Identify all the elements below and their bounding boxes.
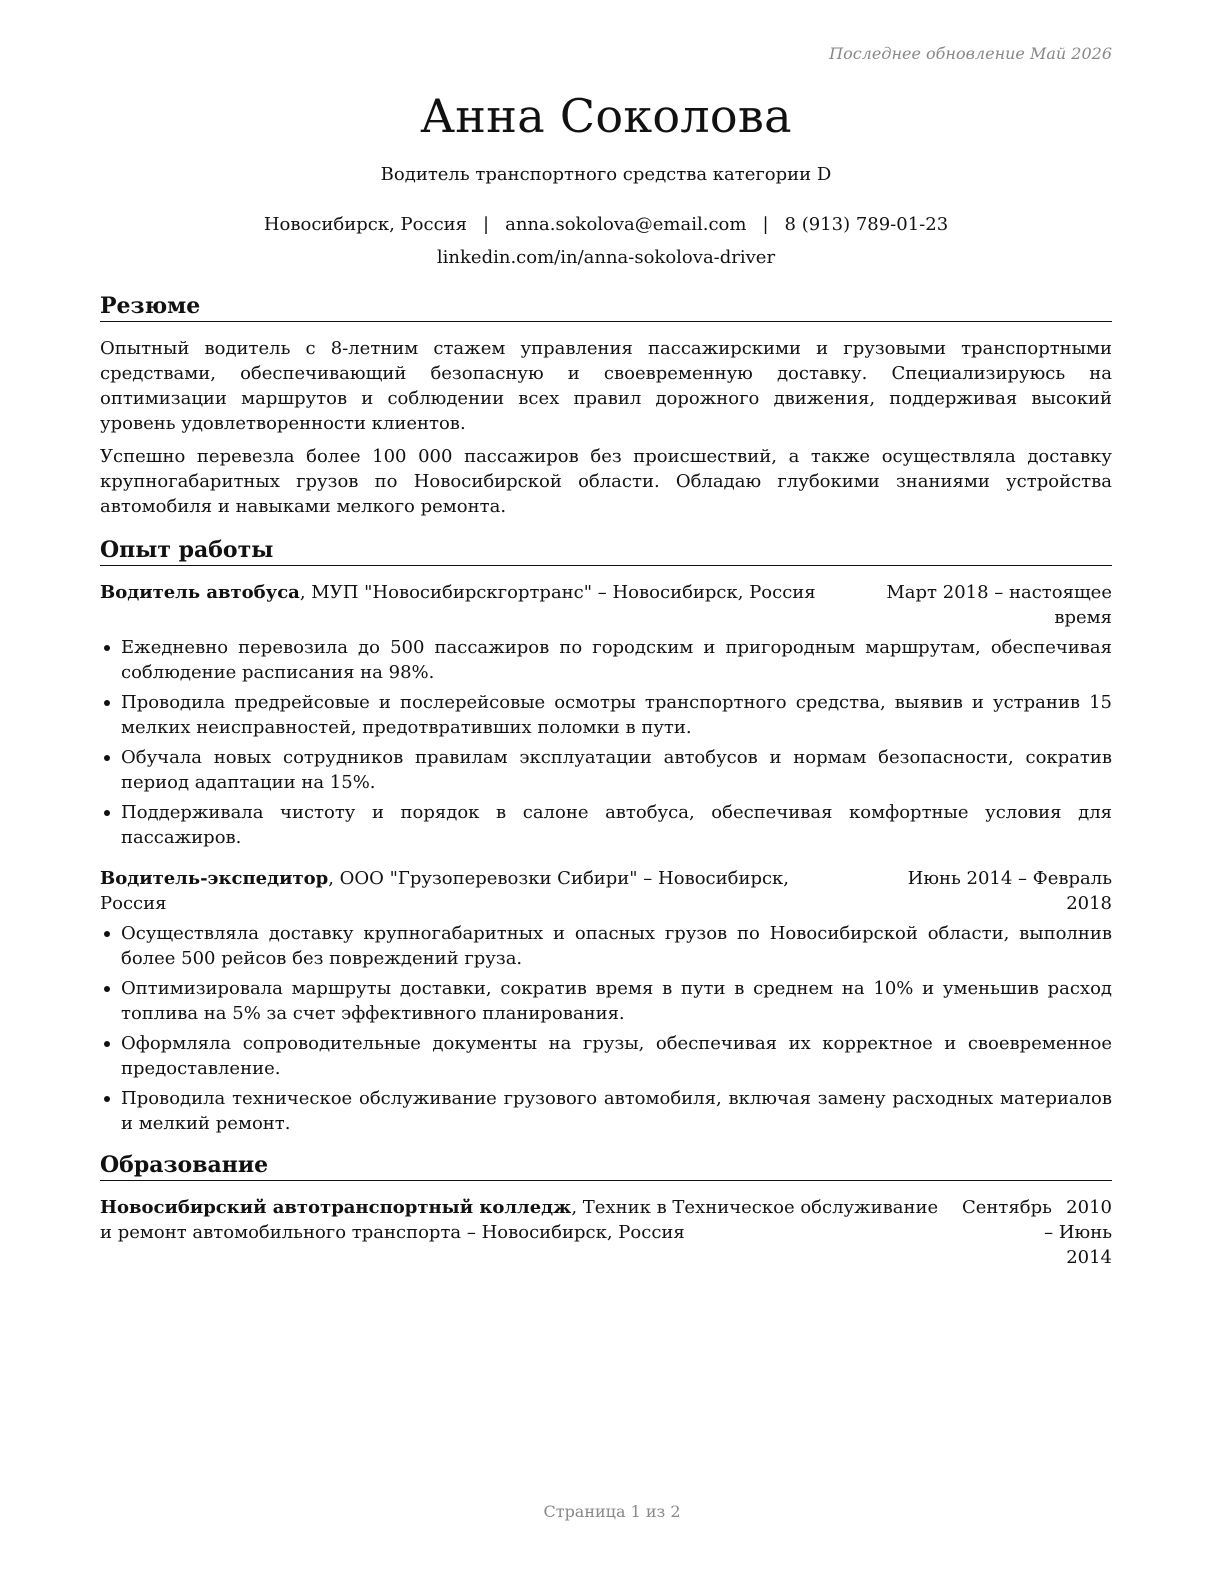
candidate-name: Анна Соколова bbox=[420, 89, 792, 143]
contact-separator: | bbox=[483, 214, 490, 235]
job-dates-line1: Июнь 2014 – Февраль bbox=[907, 868, 1112, 889]
job-title-line bbox=[100, 866, 877, 916]
page-indicator: Страница 1 из 2 bbox=[543, 1502, 681, 1521]
candidate-headline: Водитель транспортного средства категории D bbox=[380, 164, 832, 185]
job-bullet: Ежедневно перевозила до 500 пассажиров по городским и пригородным маршрутам, обеспечивая соблюдение расписания на 98%. bbox=[100, 635, 1112, 685]
contact-separator: | bbox=[762, 214, 769, 235]
summary-paragraph: Опытный водитель с 8-летним стажем управления пассажирскими и грузовыми транспортными средствами, обеспечивающий безопасную и своевременную доставку. Специализируюсь на оптимизации маршрутов и соблюдении всех правил дорожного движения, поддерживая высокий уровень удовлетворенности клиентов. bbox=[100, 338, 1112, 434]
contact-phone: 8 (913) 789-01-23 bbox=[784, 214, 949, 235]
contact-linkedin[interactable]: linkedin.com/in/anna-sokolova-driver bbox=[436, 247, 776, 268]
education-details: , Техник в Техническое обслуживание и ремонт автомобильного транспорта – Новосибирск, Россия bbox=[100, 1197, 939, 1243]
job-header bbox=[100, 866, 1112, 916]
summary-paragraph: Успешно перевезла более 100 000 пассажиров без происшествий, а также осуществляла доставку крупногабаритных грузов по Новосибирской области. Обладаю глубокими знаниями устройства автомобиля и навыками мелкого ремонта. bbox=[100, 446, 1112, 517]
job-entry bbox=[100, 866, 1112, 1136]
job-bullets bbox=[100, 921, 1112, 1136]
contact-line bbox=[100, 212, 1112, 238]
last-updated-note: Последнее обновление Май 2026 bbox=[829, 44, 1112, 63]
education-title-line bbox=[100, 1195, 962, 1270]
job-bullet: Оформляла сопроводительные документы на грузы, обеспечивая их корректное и своевременное предоставление. bbox=[100, 1031, 1112, 1081]
job-bullet: Поддерживала чистоту и порядок в салоне автобуса, обеспечивая комфортные условия для пассажиров. bbox=[100, 800, 1112, 850]
contact-location: Новосибирск, Россия bbox=[263, 214, 468, 235]
job-position: Водитель автобуса bbox=[100, 582, 300, 603]
education-institution: Новосибирский автотранспортный колледж bbox=[100, 1197, 572, 1218]
resume-page bbox=[100, 84, 1112, 1270]
job-header bbox=[100, 580, 1112, 630]
job-dates-line2: 2018 bbox=[1066, 893, 1112, 914]
job-dates bbox=[877, 866, 1112, 916]
job-employer: , ООО "Грузоперевозки Сибири" – Новосибирск, Россия bbox=[100, 868, 790, 914]
section-title-education: Образование bbox=[100, 1150, 1112, 1181]
education-dates-line1: Сентябрь 2010 – Июнь bbox=[962, 1197, 1112, 1243]
job-bullet: Осуществляла доставку крупногабаритных и опасных грузов по Новосибирской области, выполнив более 500 рейсов без повреждений груза. bbox=[100, 921, 1112, 971]
education-entry bbox=[100, 1195, 1112, 1270]
job-bullet: Оптимизировала маршруты доставки, сократив время в пути в среднем на 10% и уменьшив расход топлива на 5% за счет эффективного планирования. bbox=[100, 976, 1112, 1026]
job-dates-line1: Март 2018 – настоящее bbox=[886, 582, 1112, 603]
section-title-summary: Резюме bbox=[100, 291, 1112, 322]
job-position: Водитель-экспедитор bbox=[100, 868, 329, 889]
job-bullets bbox=[100, 635, 1112, 850]
job-title-line bbox=[100, 580, 877, 630]
section-title-experience: Опыт работы bbox=[100, 535, 1112, 566]
education-dates-line2: 2014 bbox=[1066, 1247, 1112, 1268]
job-dates-line2: время bbox=[1054, 607, 1112, 628]
job-dates bbox=[877, 580, 1112, 630]
job-bullet: Обучала новых сотрудников правилам эксплуатации автобусов и нормам безопасности, сократив период адаптации на 15%. bbox=[100, 745, 1112, 795]
job-bullet: Проводила техническое обслуживание грузового автомобиля, включая замену расходных материалов и мелкий ремонт. bbox=[100, 1086, 1112, 1136]
job-entry bbox=[100, 580, 1112, 850]
education-dates bbox=[962, 1195, 1112, 1270]
job-bullet: Проводила предрейсовые и послерейсовые осмотры транспортного средства, выявив и устранив 15 мелких неисправностей, предотвративших поломки в пути. bbox=[100, 690, 1112, 740]
job-employer: , МУП "Новосибирскгортранс" – Новосибирск, Россия bbox=[299, 582, 816, 603]
contact-email[interactable]: anna.sokolova@email.com bbox=[505, 214, 747, 235]
education-header bbox=[100, 1195, 1112, 1270]
